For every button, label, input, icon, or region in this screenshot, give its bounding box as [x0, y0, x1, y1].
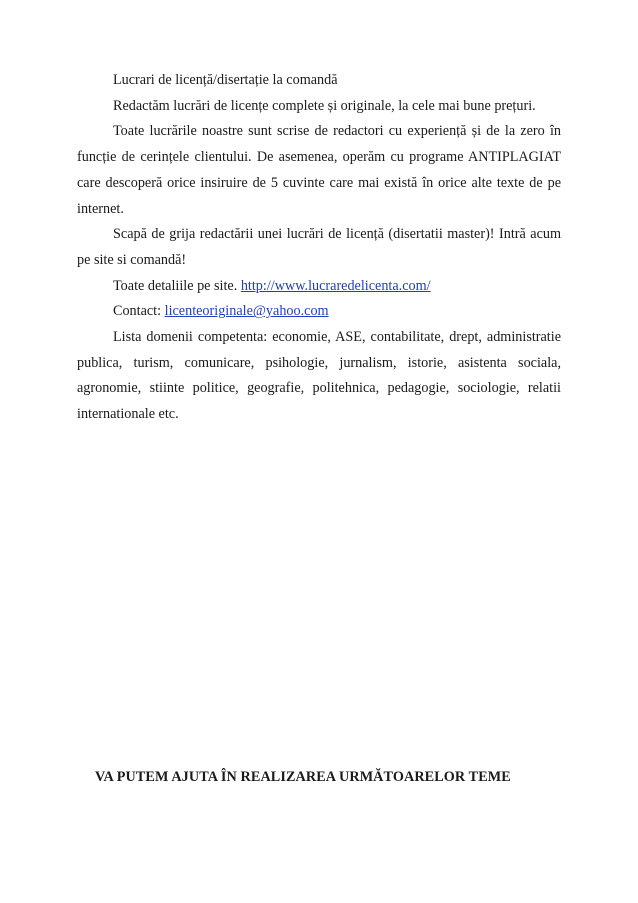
- contact-line: [77, 299, 561, 325]
- email-link[interactable]: licenteoriginale@yahoo.com: [164, 303, 329, 320]
- details-line: [77, 274, 561, 300]
- authors-paragraph: Toate lucrările noastre sunt scrise de redactori cu experiență și de la zero în funcție de cerințele clientului. De asemenea, operăm cu programe ANTIPLAGIAT care descoperă orice insiruire de 5 cuvinte care mai există în orice alte texte de pe internet.: [77, 123, 561, 217]
- domains-paragraph: Lista domenii competenta: economie, ASE, contabilitate, drept, administratie publica, turism, comunicare, psihologie, jurnalism, istorie, asistenta sociala, agronomie, stiinte politice, geografie, politehnica, pedagogie, sociologie, relatii internationale etc.: [77, 329, 561, 423]
- call-to-action-paragraph: Scapă de grija redactării unei lucrări de licență (disertatii master)! Intră acum pe site si comandă!: [77, 226, 561, 268]
- website-link[interactable]: http://www.lucraredelicenta.com/: [240, 277, 431, 294]
- contact-label: Contact:: [113, 303, 165, 320]
- title-line: Lucrari de licență/disertație la comandă: [113, 72, 338, 88]
- document-body: [77, 68, 561, 428]
- intro-paragraph: Redactăm lucrări de licențe complete și originale, la cele mai bune prețuri.: [113, 97, 536, 114]
- footer-heading: VA PUTEM AJUTA ÎN REALIZAREA URMĂTOARELOR TEME: [95, 769, 511, 785]
- details-label: Toate detaliile pe site.: [113, 277, 241, 294]
